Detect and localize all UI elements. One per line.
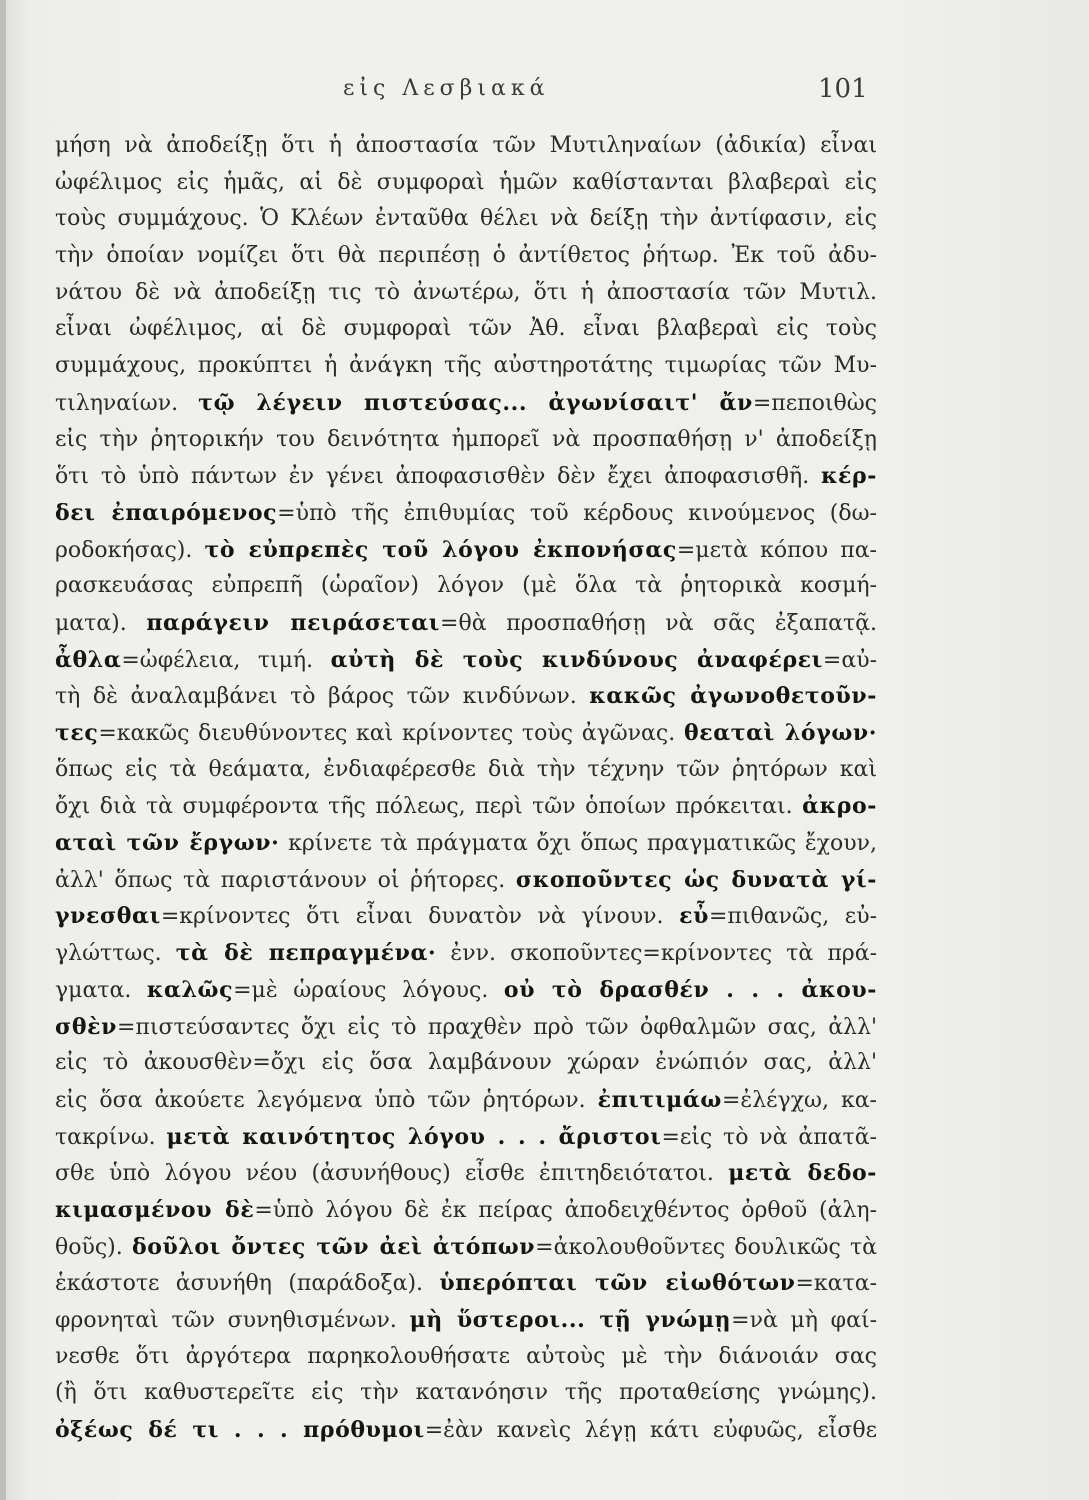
gloss-text: =ἐλέγχω, κα-: [721, 1087, 877, 1113]
gloss-text: ἀλλ' ὅπως τὰ παριστάνουν οἱ ῥήτορες.: [55, 867, 516, 893]
gloss-text: ρασκευάσας εὐπρεπῆ (ὡραῖον) λόγον (μὲ ὅλα τὰ ῥητορικὰ κοσμή-: [55, 573, 877, 599]
lemma-term: μετὰ δεδο-: [728, 1160, 877, 1187]
text-line: [55, 1045, 877, 1082]
gloss-text: ἐνν. σκοποῦντες=κρίνοντες τὰ πρά-: [436, 941, 877, 967]
gloss-text: τὴν ὁποίαν νομίζει ὅτι θὰ περιπέσῃ ὁ ἀντίθετος ῥήτωρ. Ἐκ τοῦ ἀδυ-: [55, 243, 877, 269]
text-line: [55, 165, 877, 202]
lemma-term: τὸ εὐπρεπὲς τοῦ λόγου ἐκπονήσας: [204, 536, 677, 563]
lemma-term: κακῶς ἀγωνοθετοῦν-: [589, 683, 877, 710]
gloss-text: μήση νὰ ἀποδείξῃ ὅτι ἡ ἀποστασία τῶν Μυτιληναίων (ἀδικία) εἶναι: [55, 133, 877, 158]
text-line: [55, 495, 877, 532]
gloss-text: εἰς ὅσα ἀκούετε λεγόμενα ὑπὸ τῶν ῥητόρων.: [55, 1087, 598, 1113]
lemma-term: ἐπιτιμάω: [597, 1086, 722, 1113]
text-line: [55, 128, 877, 165]
lemma-term: ὑπερόπται τῶν εἰωθότων: [439, 1270, 796, 1297]
gloss-text: =ἐὰν κανεὶς λέγῃ κάτι εὐφυῶς, εἶσθε: [424, 1418, 877, 1444]
text-line: [55, 972, 877, 1009]
gloss-text: =ἀκολουθοῦντες δουλικῶς τὰ: [535, 1234, 878, 1260]
lemma-term: θεαταὶ λόγων·: [683, 720, 877, 746]
text-line: [55, 275, 877, 312]
text-line: [55, 1192, 877, 1229]
gloss-text: =κακῶς διευθύνοντες καὶ κρίνοντες τοὺς ἀγῶνας.: [98, 721, 684, 746]
lemma-term: τῷ λέγειν πιστεύσας... ἀγωνίσαιτ' ἄν: [198, 389, 753, 416]
text-line: [55, 385, 877, 422]
text-line: [55, 348, 877, 385]
gloss-text: =ὑπὸ λόγου δὲ ἐκ πείρας ἀποδειχθέντος ὀρθοῦ (ἀλη-: [254, 1197, 877, 1223]
gloss-text: =πιθανῶς, εὐ-: [708, 904, 878, 930]
text-line: [55, 458, 877, 495]
text-line: [55, 568, 877, 605]
text-line: [55, 238, 877, 275]
lemma-term: καλῶς: [146, 976, 234, 1003]
gloss-text: ὠφέλιμος εἰς ἡμᾶς, αἱ δὲ συμφοραὶ ἡμῶν καθίστανται βλαβεραὶ εἰς: [55, 169, 877, 195]
gloss-text: τακρίνω.: [55, 1124, 167, 1150]
gloss-text: =μὲ ὡραίους λόγους.: [233, 977, 504, 1003]
text-line: [55, 825, 877, 862]
gloss-text: εἶναι ὠφέλιμος, αἱ δὲ συμφοραὶ τῶν Ἀθ. εἶναι βλαβεραὶ εἰς τοὺς: [55, 316, 877, 342]
gloss-text: νεσθε ὅτι ἀργότερα παρηκολουθήσατε αὐτοὺς μὲ τὴν διάνοιάν σας: [55, 1343, 877, 1369]
text-line: [55, 1082, 877, 1119]
gloss-text: =πεποιθὼς: [752, 390, 878, 416]
gloss-text: γματα.: [55, 977, 147, 1003]
lemma-term: μετὰ καινότητος λόγου . . . ἄριστοι: [166, 1123, 662, 1150]
text-line: [55, 1155, 877, 1192]
gloss-text: θοῦς).: [55, 1234, 132, 1260]
commentary-text: [55, 128, 877, 1449]
lemma-term: κέρ-: [820, 463, 877, 490]
gloss-text: =μετὰ κόπου πα-: [676, 537, 877, 563]
gloss-text: σθε ὑπὸ λόγου νέου (ἀσυνήθους) εἶσθε ἐπιτηδειότατοι.: [55, 1161, 729, 1187]
lemma-term: σθὲν: [55, 1013, 117, 1040]
gloss-text: =ὠφέλεια, τιμή.: [121, 647, 331, 673]
gloss-text: =εἰς τὸ νὰ ἀπατᾶ-: [661, 1124, 877, 1150]
lemma-term: δει ἐπαιρόμενος: [55, 499, 278, 526]
gloss-text: ματα).: [55, 610, 147, 636]
text-line: [55, 1265, 877, 1302]
lemma-term: παράγειν πειράσεται: [146, 609, 441, 636]
text-line: [55, 715, 877, 752]
lemma-term: εὖ: [679, 903, 709, 930]
text-line: [55, 1229, 877, 1266]
text-line: [55, 1375, 877, 1412]
text-line: [55, 752, 877, 789]
lemma-term: τὰ δὲ πεπραγμένα·: [175, 940, 437, 967]
gloss-text: =νὰ μὴ φαί-: [731, 1308, 877, 1333]
lemma-term: σκοποῦντες ὡς δυνατὰ γί-: [515, 866, 877, 893]
gloss-text: εἰς τὸ ἀκουσθὲν=ὄχι εἰς ὅσα λαμβάνουν χώραν ἐνώπιόν σας, ἀλλ': [55, 1050, 877, 1076]
lemma-term: οὐ τὸ δρασθέν . . . ἀκου-: [503, 976, 877, 1003]
gloss-text: κρίνετε τὰ πράγματα ὄχι ὅπως πραγματικῶς ἔχουν,: [279, 831, 878, 857]
gloss-text: =κρίνοντες ὅτι εἶναι δυνατὸν νὰ γίνουν.: [160, 904, 680, 930]
text-line: [55, 788, 877, 825]
lemma-term: κιμασμένου δὲ: [55, 1196, 255, 1223]
lemma-term: δοῦλοι ὄντες τῶν ἀεὶ ἀτόπων: [131, 1233, 536, 1260]
lemma-term: ἆθλα: [55, 646, 122, 673]
gloss-text: ὅπως εἰς τὰ θεάματα, ἐνδιαφέρεσθε διὰ τὴν τέχνην τῶν ῥητόρων καὶ: [55, 756, 877, 782]
text-line: [55, 201, 877, 238]
text-line: [55, 532, 877, 569]
lemma-term: ὀξέως δέ τι . . .: [55, 1417, 304, 1444]
gloss-text: τὴ δὲ ἀναλαμβάνει τὸ βάρος τῶν κινδύνων.: [55, 684, 590, 710]
gloss-text: τιληναίων.: [55, 390, 199, 416]
gloss-text: εἰς τὴν ῥητορικήν του δεινότητα ἠμπορεῖ νὰ προσπαθήσῃ ν' ἀποδείξῃ: [55, 426, 877, 452]
text-line: [55, 678, 877, 715]
lemma-term: πρόθυμοι: [303, 1417, 425, 1444]
lemma-term: γνεσθαι: [55, 903, 161, 930]
text-line: [55, 1302, 877, 1339]
text-line: [55, 605, 877, 642]
text-line: [55, 311, 877, 348]
text-line: [55, 898, 877, 935]
gloss-text: =αὐ-: [822, 647, 878, 673]
gloss-text: =ὑπὸ τῆς ἐπιθυμίας τοῦ κέρδους κινούμενος (δω-: [277, 500, 877, 526]
text-line: [55, 642, 877, 679]
text-line: [55, 1009, 877, 1046]
gloss-text: φρονηταὶ τῶν συνηθισμένων.: [55, 1308, 410, 1333]
gloss-text: =πιστεύσαντες ὄχι εἰς τὸ πραχθὲν πρὸ τῶν ὀφθαλμῶν σας, ἀλλ': [116, 1014, 877, 1040]
gloss-text: συμμάχους, προκύπτει ἡ ἀνάγκη τῆς αὐστηροτάτης τιμωρίας τῶν Μυ-: [55, 353, 877, 379]
running-title: εἰς Λεσβιακά: [343, 76, 550, 101]
lemma-term: τες: [55, 720, 99, 746]
text-line: [55, 422, 877, 459]
text-line: [55, 1119, 877, 1156]
lemma-term: μὴ ὕστεροι... τῇ γνώμῃ: [409, 1307, 732, 1333]
text-line: [55, 935, 877, 972]
lemma-term: αὐτὴ δὲ τοὺς κινδύνους ἀναφέρει: [330, 646, 823, 673]
text-line: [55, 862, 877, 899]
gloss-text: (ἢ ὅτι καθυστερεῖτε εἰς τὴν κατανόησιν τῆς προταθείσης γνώμης).: [55, 1380, 877, 1406]
text-line: [55, 1412, 877, 1449]
gloss-text: ὄχι διὰ τὰ συμφέροντα τῆς πόλεως, περὶ τῶν ὁποίων πρόκειται.: [55, 794, 803, 820]
page-number: 101: [818, 74, 868, 104]
gloss-text: =θὰ προσπαθήσῃ νὰ σᾶς ἐξαπατᾷ.: [440, 610, 877, 636]
gloss-text: ροδοκήσας).: [55, 537, 205, 563]
gloss-text: τοὺς συμμάχους. Ὁ Κλέων ἐνταῦθα θέλει νὰ δείξῃ τὴν ἀντίφασιν, εἰς: [55, 206, 877, 232]
lemma-term: ἀκρο-: [802, 793, 877, 820]
gloss-text: ἑκάστοτε ἀσυνήθη (παράδοξα).: [55, 1271, 440, 1297]
text-line: [55, 1339, 877, 1376]
gloss-text: =κατα-: [795, 1271, 878, 1297]
gloss-text: ὅτι τὸ ὑπὸ πάντων ἐν γένει ἀποφασισθὲν δὲν ἔχει ἀποφασισθῆ.: [55, 464, 821, 490]
gloss-text: νάτου δὲ νὰ ἀποδείξῃ τις τὸ ἀνωτέρω, ὅτι ἡ ἀποστασία τῶν Μυτιλ.: [55, 279, 877, 305]
gloss-text: γλώττως.: [55, 941, 176, 967]
page-edge-shadow: [0, 0, 6, 1500]
lemma-term: αταὶ τῶν ἔργων·: [55, 830, 280, 857]
